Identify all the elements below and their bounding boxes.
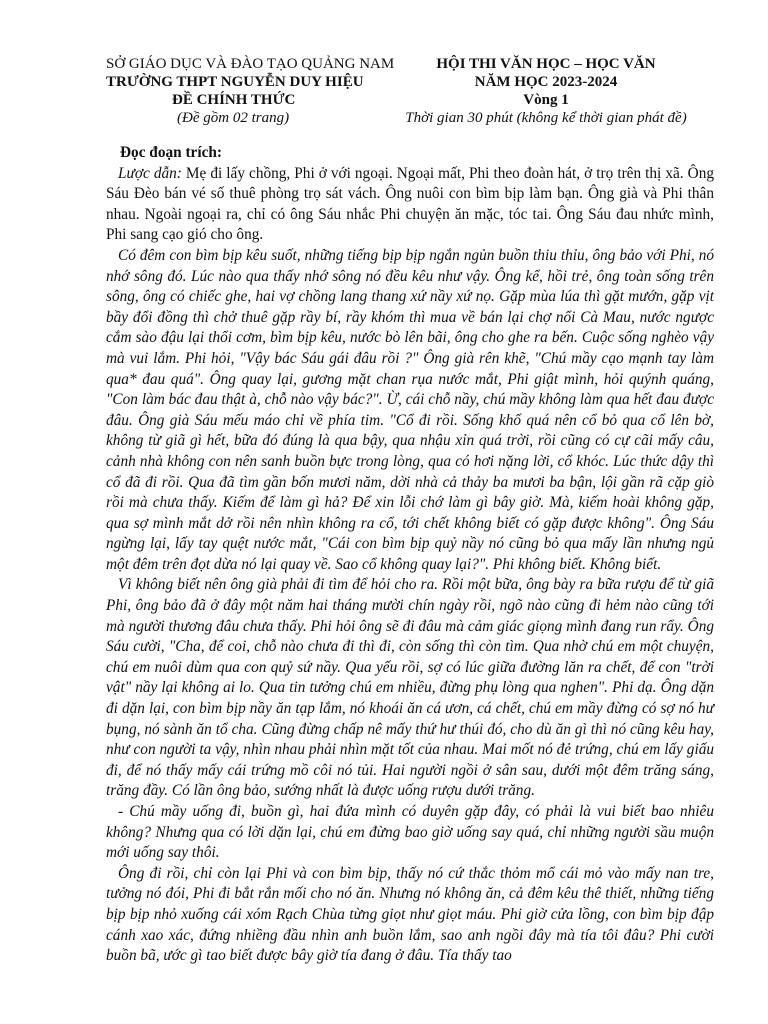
passage-content [106,143,714,967]
excerpt-paragraph-3: - Chú mầy uống đi, buồn gì, hai đứa mình có duyên gặp đây, có phải là vui biết bao nhiêu không? Nhưng qua có lời dặn lại, chú em đừng bao giờ uống say quá, chỉ những người sầu muộn mới uống say thôi. [106,803,714,862]
section-heading: Đọc đoạn trích: [120,144,222,161]
excerpt-paragraph-4: Ông đi rồi, chỉ còn lại Phi và con bìm bịp, thấy nó cứ thắc thỏm mổ cái mỏ vào mấy nan tre, tưởng nó đói, Phi đi bắt rắn mối cho nó ăn. Nhưng nó không ăn, cả đêm kêu thê thiết, những tiếng bịp bịp nhỏ xuống cái xóm Rạch Chùa từng giọt như giọt máu. Phi giờ cửa lồng, con bìm bịp đập cánh xao xác, đứng nhiềng đầu nhìn anh buồn lắm, sao anh ngồi đây mà tía tôi đâu? Phi cười buồn bã, ước gì tao biết được bây giờ tía đang ở đâu. Tía thấy tao [106,864,714,965]
excerpt-paragraph-2: Vì không biết nên ông già phải đi tìm để hỏi cho ra. Rồi một bữa, ông bày ra bữa rượu để từ giã Phi, ông bảo đã ở đây một năm hai tháng mười chín ngày rồi, ngõ nào cũng đi hẻm nào cũng tới mà người thương đâu chưa thấy. Phi hỏi ông sẽ đi đâu mà cảm giác giọng mình đang run rẩy. Ông Sáu cười, "Cha, để coi, chỗ nào chưa đi thì đi, còn sống thì còn tìm. Qua nhờ chú em một chuyện, chú em nuôi dùm qua con quỷ sứ nầy. Qua yếu rồi, sợ có lúc giữa đường lăn ra chết, để con "trời vật" nầy lại không ai lo. Qua tin tưởng chú em nhiều, đừng phụ lòng qua nghen". Phi dạ. Ông dặn đi dặn lại, con bìm bịp nầy ăn tạp lắm, nó khoái ăn cá ươn, cá chết, chú em mầy đừng có sợ nó hư bụng, nó sành ăn tổ cha. Cũng đừng chấp nê mấy thứ hư thúi đó, cho dù ăn gì thì nó cũng kêu hay, như con người ta vậy, nhìn nhau phải nhìn mặt tốt của nhau. Mai mốt nó đẻ trứng, chú em lấy giấu đi, để nó thấy mấy cái trứng mồ côi nó tủi. Hai người ngồi ở sân sau, dưới một đêm trăng sáng, trăng đầy. Có lần ông bảo, sướng nhất là được uống rượu dưới trăng. [106,576,714,800]
round-label: Vòng 1 [523,92,569,108]
summary-text: Mẹ đi lấy chồng, Phi ở với ngoại. Ngoại mất, Phi theo đoàn hát, ở trọ trên thị xã. Ông Sáu Đèo bán vé số thuê phòng trọ sát vách. Ông nuôi con bìm bịp làm bạn. Ông già và Phi thân nhau. Ngoài ngoại ra, chỉ có ông Sáu nhắc Phi chuyện ăn mặc, tóc tai. Ông Sáu đau nhức mình, Phi sang cạo gió cho ông. [106,164,714,244]
school-year: NĂM HỌC 2023-2024 [474,74,618,90]
school-name: TRƯỜNG THPT NGUYỄN DUY HIỆU [106,74,364,90]
summary-label: Lược dẫn: [118,164,182,182]
contest-title: HỘI THI VĂN HỌC – HỌC VĂN [436,56,656,72]
official-label: ĐỀ CHÍNH THỨC [172,92,296,108]
summary-paragraph [106,164,714,246]
time-note: Thời gian 30 phút (không kể thời gian phát đề) [405,110,687,126]
page-count-note: (Đề gồm 02 trang) [177,110,290,126]
header-left [106,55,406,127]
header-right [396,55,696,127]
department-name: SỞ GIÁO DỤC VÀ ĐÀO TẠO QUẢNG NAM [106,56,395,72]
excerpt-paragraph-1: Có đêm con bìm bịp kêu suốt, những tiếng bịp bịp ngắn ngủn buồn thiu thỉu, ông bảo với Phi, nó nhớ sông đó. Lúc nào qua thấy nhớ sông nó đều kêu như vậy. Ông kể, hồi trẻ, ông toàn sống trên sông, ông có chiếc ghe, hai vợ chồng lang thang xứ nầy xứ nọ. Gặp mùa lúa thì gặt mướn, gặp vịt bầy đổi đồng thì chở thuê gặp rầy bí, rầy khóm thì mua về bán lại chợ nổi Cà Mau, nước ngược cắm sào đậu lại thổi cơm, bìm bịp kêu, nước bò lên bãi, ông cho ghe ra bến. Cuộc sống nghèo vậy mà vui lắm. Phi hỏi, "Vậy bác Sáu gái đâu rồi ?" Ông già rên khẽ, "Chú mầy cạo mạnh tay làm qua* đau quá". Ông quay lại, gương mặt chan rụa nước mắt, Phi giật mình, hỏi quýnh quáng, "Con làm bác đau thật à, chỗ nào vậy bác?". Ừ, cái chỗ nầy, chú mầy không làm qua hết đau được đâu. Ông già Sáu mếu máo chỉ về phía tim. "Cổ đi rồi. Sống khổ quá nên cổ bỏ qua cổ lên bờ, không từ giã gì hết, bữa đó đúng là qua bậy, qua nhậu xỉn quá trời, rồi cũng có cự cãi mấy câu, cảnh nhà không con nên sanh buồn bực trong lòng, qua có hơi nặng lời, cổ khóc. Lúc thức dậy thì cổ đã đi rồi. Qua đã tìm gần bốn mươi năm, dời nhà cả thảy ba mươi ba bận, lội gần rã cặp giò rồi mà chưa thấy. Kiếm để làm gì hả? Để xin lỗi chớ làm gì bây giờ. Mà, kiếm hoài không gặp, qua sợ mình mắt dở rồi nên nhìn không ra cổ, tới chết không biết có gặp được không". Ông Sáu ngừng lại, lấy tay quệt nước mắt, "Cái con bìm bịp quỷ nầy nó cũng bỏ qua mấy lần nhưng ngủ một đêm trên đọt dừa nó lại quay về. Sao cổ không quay lại?". Phi không biết. Không biết. [106,246,714,573]
